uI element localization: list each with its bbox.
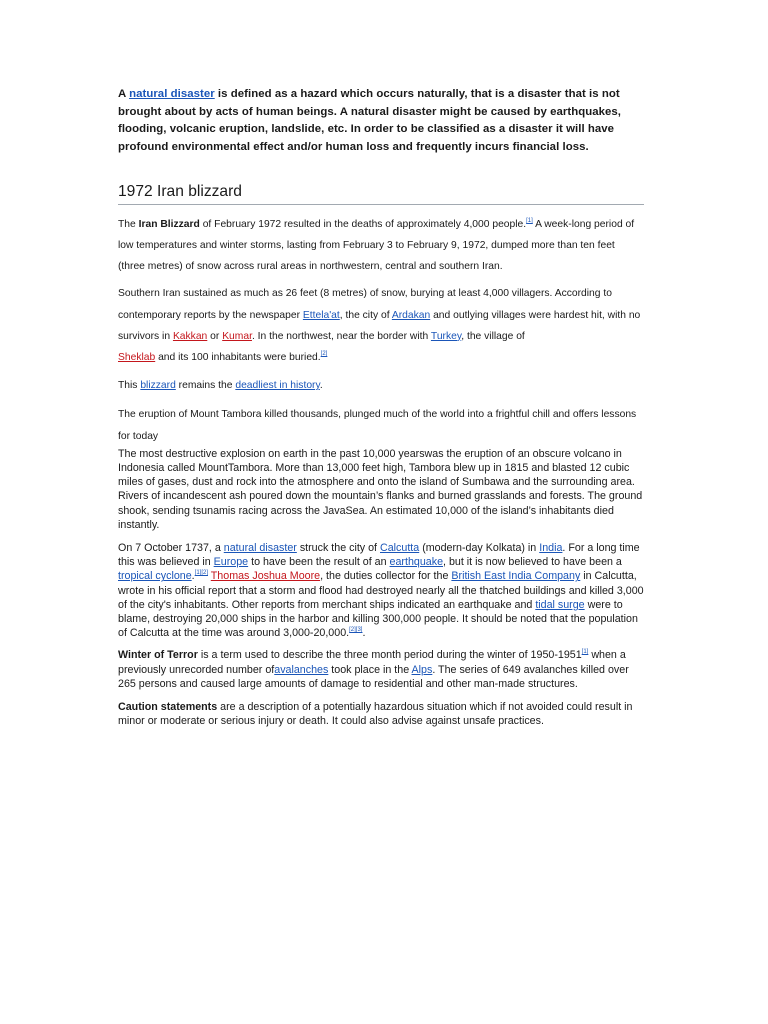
text-run: are a description of a potentially hazardous situation which if not avoided could result in minor or moderate or serious injury or death. It could also advise against unsafe practices. — [118, 701, 633, 728]
text-run: This — [118, 380, 141, 392]
text-run: A week-long period of low temperatures and winter storms, lasting from February 3 to February 9, 1972, dumped more than ten feet (three metres) of snow across rural areas in northwestern, central and southern Iran. — [118, 218, 635, 273]
reference-link[interactable]: [1][2] — [194, 570, 208, 577]
winter-of-terror-paragraph — [118, 648, 644, 691]
text-run: were to blame, destroying 20,000 ships in the harbor and killing 300,000 people. It should be noted that the population of Calcutta at the time was around 3,000-20,000. — [118, 598, 638, 640]
link-sheklab[interactable]: Sheklab — [118, 352, 156, 364]
link-europe[interactable]: Europe — [213, 556, 249, 569]
link-alps[interactable]: Alps — [411, 663, 433, 676]
link-deadliest-in-history[interactable]: deadliest in history — [235, 380, 320, 392]
calcutta-paragraph — [118, 541, 644, 640]
text-run: or — [207, 330, 223, 342]
bold-term: Caution statements — [118, 701, 218, 714]
bold-term: Iran Blizzard — [138, 218, 200, 230]
section-heading: 1972 Iran blizzard — [118, 182, 644, 205]
text-run: is defined as a hazard which occurs naturally, that is a disaster that is not brought about by acts of human beings. A natural disaster might be caused by earthquakes, flooding, volcanic eruption, landslide, etc. In order to be classified as a disaster it will have profound environmental effect and/or human loss and frequently incurs financial loss. — [118, 88, 621, 154]
text-run: when a previously unrecorded number of — [118, 649, 626, 676]
text-run: in Calcutta, wrote in his official report that a storm and flood had destroyed nearly all the thatched buildings and killed 3,000 of the city's inhabitants. Other reports from merchant ships indicated an earthquake and — [118, 570, 644, 611]
link-calcutta[interactable]: Calcutta — [380, 542, 420, 555]
document-page — [118, 86, 644, 729]
text-run: is a term used to describe the three month period during the winter of 1950-1951 — [197, 649, 582, 662]
link-avalanches[interactable]: avalanches — [274, 663, 329, 676]
text-run: and its 100 inhabitants were buried. — [155, 352, 321, 364]
text-run: and outlying villages were hardest hit, with no survivors in — [118, 309, 641, 342]
text-run: , the village of — [461, 330, 525, 342]
iran-paragraph-3 — [118, 375, 644, 396]
text-run: , the city of — [339, 309, 392, 321]
reference-link[interactable]: [2] — [320, 351, 328, 358]
text-run: . In the northwest, near the border with — [251, 330, 431, 342]
tambora-lead-paragraph: The eruption of Mount Tambora killed thousands, plunged much of the world into a frightful chill and offers lessons for today — [118, 409, 637, 442]
text-run: The — [118, 218, 139, 230]
link-earthquake[interactable]: earthquake — [389, 556, 444, 569]
link-ardakan[interactable]: Ardakan — [391, 309, 431, 321]
link-natural-disaster[interactable]: natural disaster — [223, 542, 297, 555]
link-turkey[interactable]: Turkey — [430, 330, 462, 342]
text-run: . The series of 649 avalanches killed over 265 persons and caused large amounts of damage to residential and other man-made structures. — [118, 663, 629, 690]
text-run: struck the city of — [296, 542, 380, 555]
link-natural-disaster[interactable]: natural disaster — [129, 88, 215, 100]
reference-link[interactable]: [1] — [581, 649, 589, 656]
text-run: . — [319, 380, 323, 392]
link-tidal-surge[interactable]: tidal surge — [535, 598, 585, 611]
text-run: . For a long time this was believed in — [118, 542, 640, 569]
bold-term: Winter of Terror — [118, 649, 198, 662]
intro-paragraph — [118, 86, 644, 157]
link-ettelaat[interactable]: Ettela'at — [302, 309, 340, 321]
iran-paragraph-2 — [118, 283, 644, 368]
text-run: On 7 October 1737, a — [118, 542, 224, 555]
link-kumar[interactable]: Kumar — [222, 330, 252, 342]
text-run: . — [362, 627, 366, 640]
text-run: , but it is now believed to have been a — [443, 556, 622, 569]
caution-statements-paragraph — [118, 700, 644, 728]
text-run: remains the — [175, 380, 236, 392]
link-british-east-india-company[interactable]: British East India Company — [451, 570, 581, 583]
text-run: took place in the — [328, 663, 412, 676]
link-kakkan[interactable]: Kakkan — [172, 330, 208, 342]
iran-paragraph-1 — [118, 214, 644, 278]
text-run: , the duties collector for the — [320, 570, 452, 583]
tambora-body-paragraph: The most destructive explosion on earth in the past 10,000 yearswas the eruption of an obscure volcano in Indonesia called MountTambora. More than 13,000 feet high, Tambora blew up in 1815 and blasted 12 cubic miles of gases, dust and rock into the atmosphere and onto the island of Sumbawa and the surrounding area. Rivers of incandescent ash poured down the mountain’s flanks and burned grasslands and forests. The ground shook, sending tsunamis racing across the JavaSea. An estimated 10,000 of the island’s inhabitants died instantly. — [118, 447, 643, 531]
link-thomas-joshua-moore[interactable]: Thomas Joshua Moore — [210, 570, 321, 583]
text-run: . — [191, 570, 195, 583]
reference-link[interactable]: [1] — [526, 217, 533, 224]
link-blizzard[interactable]: blizzard — [140, 380, 176, 392]
text-run: Southern Iran sustained as much as 26 feet (8 metres) of snow, burying at least 4,000 villagers. According to contemporary reports by the newspaper — [118, 288, 612, 321]
text-run: of February 1972 resulted in the deaths of approximately 4,000 people. — [199, 218, 527, 230]
text-run: to have been the result of an — [248, 556, 390, 569]
link-india[interactable]: India — [539, 542, 563, 555]
text-run: A — [118, 88, 130, 100]
text-run: (modern-day Kolkata) in — [419, 542, 540, 555]
link-tropical-cyclone[interactable]: tropical cyclone — [118, 570, 192, 583]
reference-link[interactable]: [2][3] — [349, 627, 363, 634]
